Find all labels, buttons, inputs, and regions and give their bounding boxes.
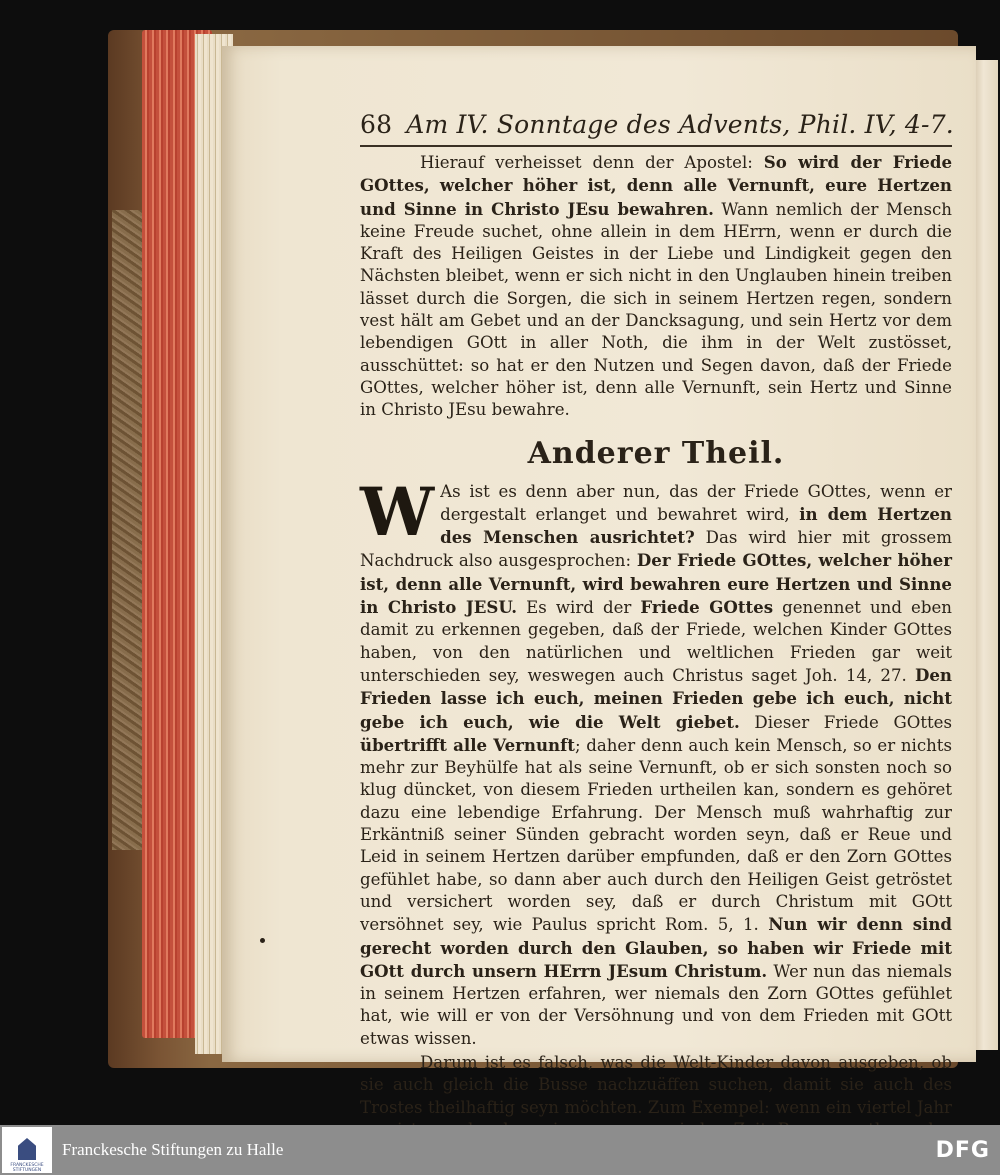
page-text [360, 110, 952, 1163]
para1-intro: Hierauf verheisset denn der Apostel: [420, 153, 764, 172]
next-page-edge [974, 60, 998, 1050]
building-icon [18, 1138, 36, 1160]
franckesche-logo[interactable] [2, 1127, 52, 1173]
para2-part-m: Wer nun das niemals in seinem Hertzen erfahren, wer niemals den Zorn GOttes gefühlet hat, wie will er von der Versöhnung und von dem Frieden mit GOtt etwas wissen. [360, 961, 952, 1048]
paragraph-3: Darum ist es falsch, was die Welt-Kinder davon ausgeben, ob sie auch gleich die Busse nachzuäffen suchen, damit sie auch des Trostes theilhaftig seyn möchten. Zum Exempel: wenn ein viertel Jahr [360, 1052, 952, 1117]
paragraph-2-text [360, 472, 953, 1050]
para2-part-e: Es wird der [517, 598, 641, 618]
page-number: 68 [360, 110, 393, 139]
para2-part-k: ; daher denn auch kein Mensch, so er nichts mehr zur Beyhülfe hat als seine Vernunft, ob er sich sonsten noch so klug düncket, von diesem Frieden urtheilen kan, sondern es gehöret dazu eine lebendige Erfahrung. Der Mensch muß wahrhaftig zur Erkäntniß seiner Sünden gebracht worden seyn, daß er Reue und Leid in seinem Hertzen darüber empfunden, daß er den Zorn GOttes gefühlet habe, so dann aber auch durch den Heiligen Geist getröstet und versichert worden sey, daß er durch Christum mit GOtt versöhnet sey, wie Paulus spricht Rom. 5, 1. [360, 735, 952, 935]
dfg-logo[interactable]: DFG [935, 1137, 990, 1163]
para2-part-b: in dem Hertzen des Menschen ausrichtet? [440, 503, 952, 548]
paragraph-1 [360, 151, 952, 422]
para2-part-a: As ist es denn aber nun, das der Friede GOttes, wenn er dergestalt erlanget und bewahret wird, [440, 481, 952, 524]
para2-part-h: Den Frieden lasse ich euch, meinen Frieden gebe ich euch, nicht gebe ich euch, wie die Welt giebet. [360, 664, 952, 732]
running-head [360, 110, 952, 147]
para2-part-f: Friede GOttes [640, 597, 774, 618]
para1-quote: So wird der Friede GOttes, welcher höher ist, denn alle Vernunft, eure Hertzen und Sinne in Christo JEsu bewahren. [360, 152, 952, 219]
para2-part-g: genennet und eben damit zu erkennen gegeben, daß der Friede, welchen Kinder GOttes haben, von den natürlichen und weltlichen Frieden gar weit unterschieden sey, weswegen auch Christus saget Joh. 14, 27. [360, 598, 952, 685]
logo-text: FRANCKESCHE STIFTUNGEN [10, 1163, 44, 1173]
running-head-title: Am IV. Sonntage des Advents, Phil. IV, 4-7. [406, 110, 954, 139]
para2-part-j: übertrifft alle Vernunft [360, 734, 575, 755]
footer-label: Franckesche Stiftungen zu Halle [62, 1140, 284, 1159]
para2-part-c: Das wird hier mit grossem Nachdruck also ausgesprochen: [360, 528, 952, 571]
para2-part-i: Dieser Friede GOttes [739, 712, 952, 732]
para2-part-d: Der Friede GOttes, welcher höher ist, denn alle Vernunft, wird bewahren eure Hertzen und Sinne in Christo JESU. [360, 550, 952, 618]
drop-initial: W [360, 472, 435, 551]
section-heading: Anderer Theil. [527, 435, 785, 471]
para2-part-l: Nun wir denn sind gerecht worden durch den Glauben, so haben wir Friede mit GOtt durch unsern HErrn JEsum Christum. [360, 914, 953, 981]
ink-dot [260, 938, 265, 943]
paragraph-2 [360, 472, 953, 1050]
para1-rest: Wann nemlich der Mensch keine Freude suchet, ohne allein in dem HErrn, wenn er durch die Kraft des Heiligen Geistes in der Liebe und Lindigkeit gegen den Nächsten bleibet, wenn er sich nicht in den Unglauben hinein treiben lässet durch die Sorgen, die sich in seinem Hertzen regen, sondern vest hält am Gebet und an der Dancksagung, und sein Hertz vor dem lebendigen GOtt in aller Noth, die ihm in der Welt zustösset, ausschüttet: so hat er den Nutzen und Segen davon, daß der Friede GOttes, welcher höher ist, denn alle Vernunft, sein Hertz und Sinne in Christo JEsu bewahre. [360, 199, 952, 420]
footer-bar [0, 1125, 1000, 1175]
